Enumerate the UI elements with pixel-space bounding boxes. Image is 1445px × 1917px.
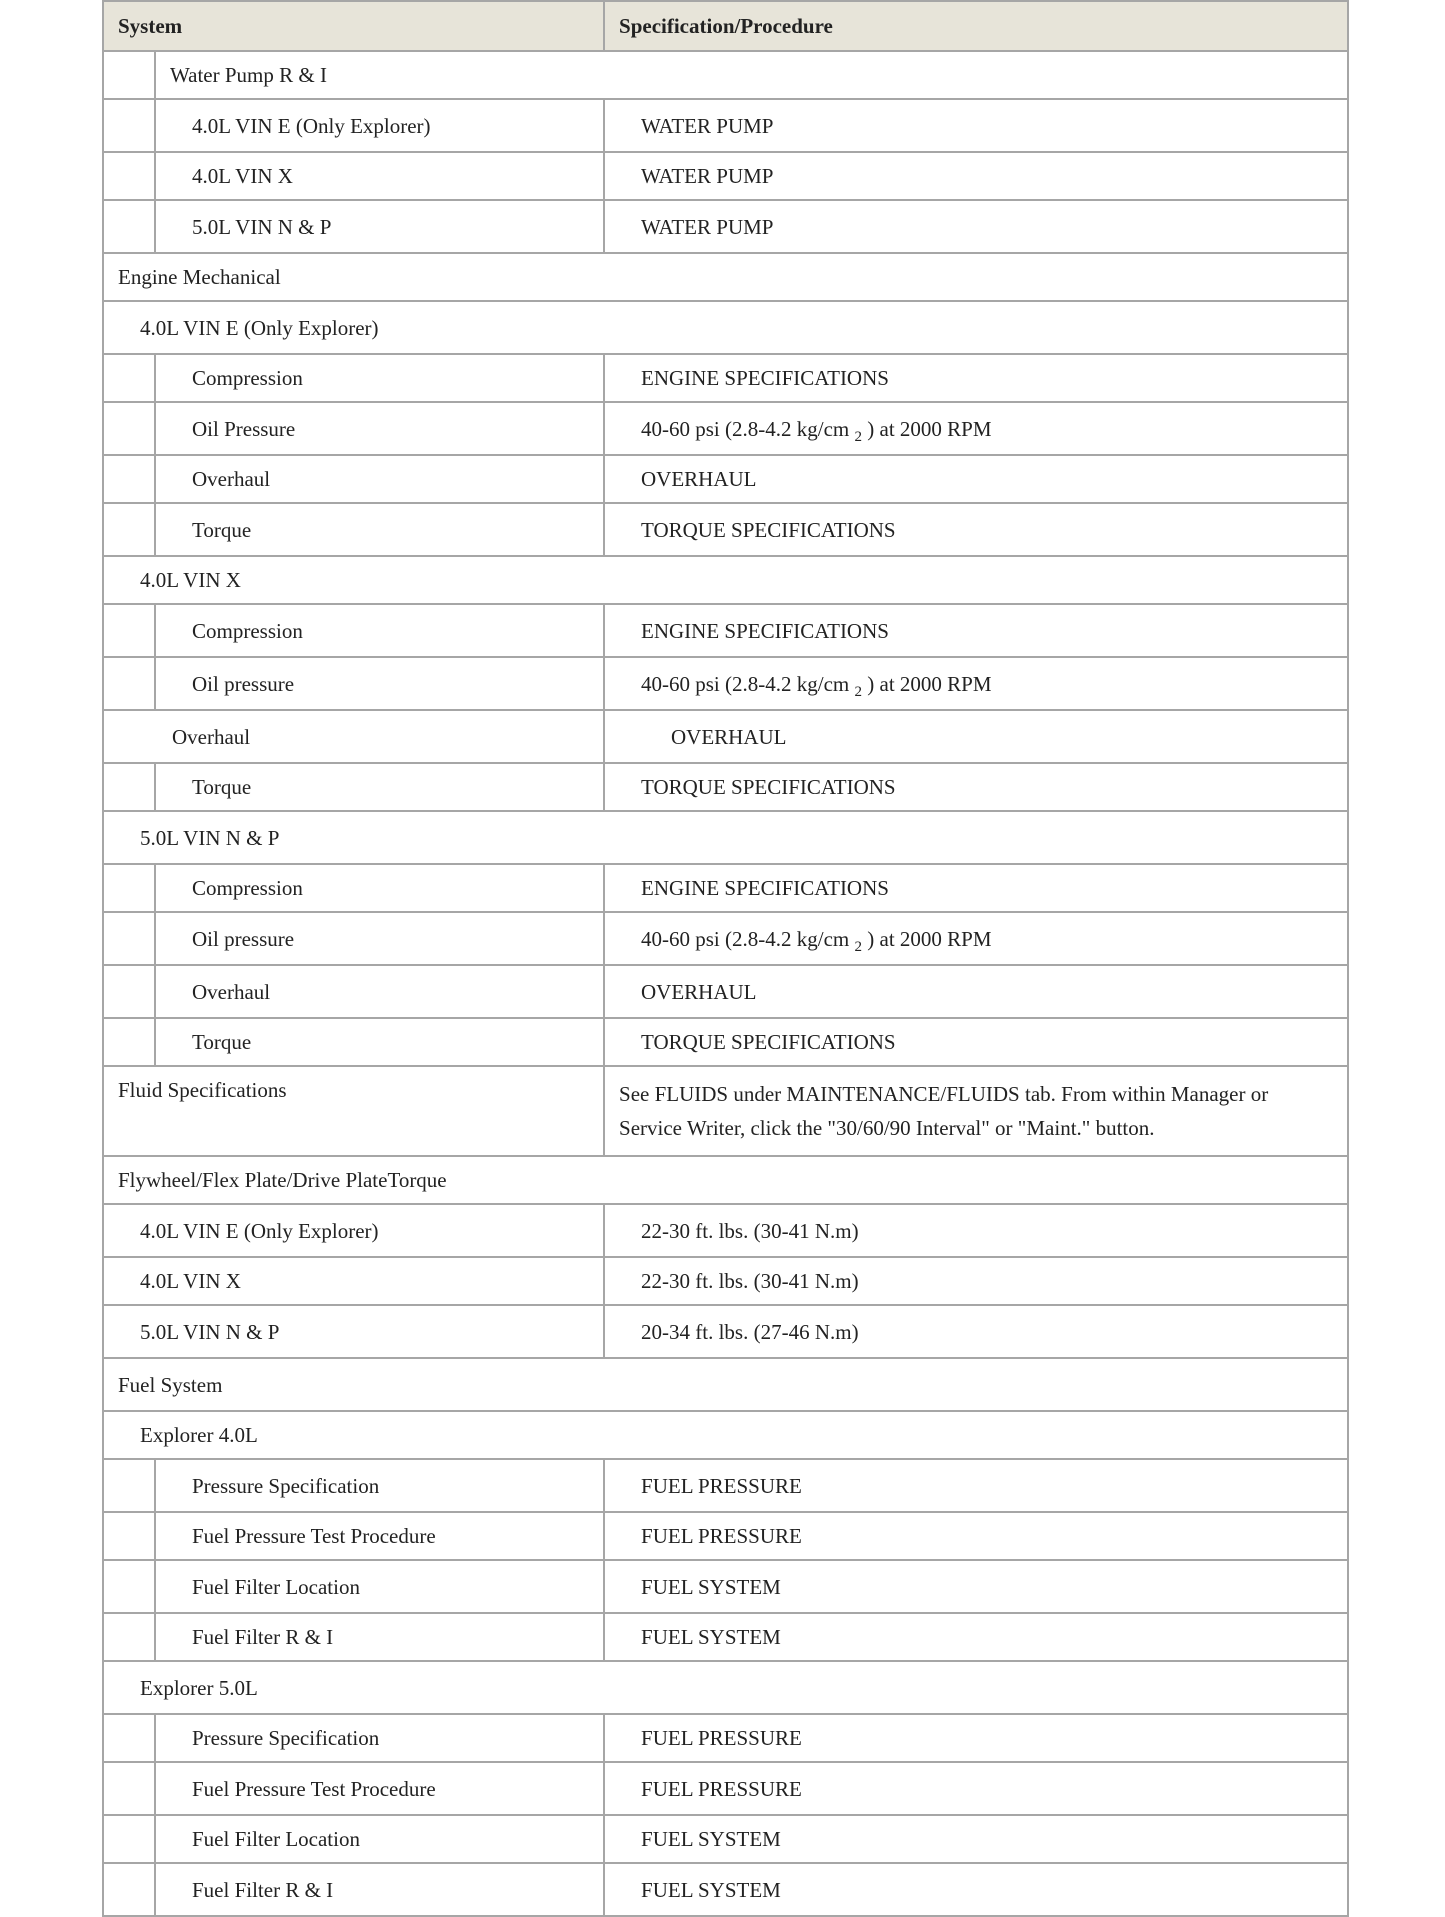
row-name: 5.0L VIN N & P [155,200,604,253]
row-spec-link[interactable]: WATER PUMP [604,99,1348,152]
table-row [103,1863,1348,1916]
section-label-engine-mechanical: Engine Mechanical [103,253,1348,301]
row-spec-link[interactable]: ENGINE SPECIFICATIONS [604,604,1348,657]
row-name: Torque [155,1018,604,1066]
table-row [103,1560,1348,1613]
row-spec-link[interactable]: OVERHAUL [604,710,1348,763]
row-name: Fuel Filter R & I [155,1613,604,1661]
row-spec-link[interactable]: TORQUE SPECIFICATIONS [604,763,1348,811]
table-row [103,912,1348,965]
row-spec-link[interactable]: FUEL PRESSURE [604,1459,1348,1512]
row-name: Fuel Pressure Test Procedure [155,1512,604,1560]
row-spec-link[interactable]: FUEL SYSTEM [604,1863,1348,1916]
row-name: Pressure Specification [155,1459,604,1512]
spec-text: 40-60 psi (2.8-4.2 kg/cm [641,416,850,441]
table-row [103,864,1348,912]
spec-text: ) at 2000 RPM [867,926,992,951]
table-header-row [103,1,1348,51]
row-name: Fuel Filter Location [155,1560,604,1613]
row-spec-link[interactable]: ENGINE SPECIFICATIONS [604,864,1348,912]
table-row [103,710,1348,763]
table-row [103,354,1348,402]
table-row [103,1661,1348,1714]
table-row [103,657,1348,710]
table-row [103,1018,1348,1066]
row-spec-link[interactable]: FUEL SYSTEM [604,1560,1348,1613]
table-row [103,455,1348,503]
row-spec-link[interactable]: FUEL SYSTEM [604,1613,1348,1661]
row-name: Compression [155,354,604,402]
table-row [103,1204,1348,1257]
table-row [103,965,1348,1018]
table-row [103,200,1348,253]
section-label-water-pump: Water Pump R & I [155,51,1348,99]
row-name: Fuel Pressure Test Procedure [155,1762,604,1815]
row-spec: 22-30 ft. lbs. (30-41 N.m) [604,1257,1348,1305]
table-row [103,1815,1348,1863]
table-row [103,301,1348,354]
table-row [103,503,1348,556]
table-row [103,1305,1348,1358]
spec-text: 40-60 psi (2.8-4.2 kg/cm [641,671,850,696]
table-row [103,1358,1348,1411]
spec-text: 40-60 psi (2.8-4.2 kg/cm [641,926,850,951]
row-name: 4.0L VIN X [155,152,604,200]
section-label-fluid: Fluid Specifications [103,1066,604,1156]
row-name: Pressure Specification [155,1714,604,1762]
row-name: Torque [155,503,604,556]
table-row [103,99,1348,152]
table-row [103,1512,1348,1560]
table-row [103,1762,1348,1815]
row-spec-link[interactable]: WATER PUMP [604,152,1348,200]
section-label-fuel: Fuel System [103,1358,1348,1411]
table-row [103,604,1348,657]
row-name: 4.0L VIN E (Only Explorer) [103,1204,604,1257]
specifications-table [102,0,1349,1917]
table-row [103,763,1348,811]
row-name: Overhaul [155,965,604,1018]
row-spec-link[interactable]: OVERHAUL [604,455,1348,503]
row-spec [604,402,1348,455]
row-spec-link[interactable]: ENGINE SPECIFICATIONS [604,354,1348,402]
row-name: Overhaul [103,710,604,763]
system-column-header: System [103,1,604,51]
spec-text: ) at 2000 RPM [867,416,992,441]
row-spec-link[interactable]: FUEL PRESSURE [604,1512,1348,1560]
row-name: Torque [155,763,604,811]
subscript: 2 [854,683,862,700]
subsection-label: 5.0L VIN N & P [103,811,1348,864]
row-spec-link[interactable]: WATER PUMP [604,200,1348,253]
row-name: Oil pressure [155,912,604,965]
subscript: 2 [854,428,862,445]
row-name: Overhaul [155,455,604,503]
section-label-flywheel: Flywheel/Flex Plate/Drive PlateTorque [103,1156,1348,1204]
row-spec-link[interactable]: TORQUE SPECIFICATIONS [604,1018,1348,1066]
row-spec [604,657,1348,710]
table-row [103,1066,1348,1156]
spec-text: ) at 2000 RPM [867,671,992,696]
row-spec: 22-30 ft. lbs. (30-41 N.m) [604,1204,1348,1257]
table-row [103,1459,1348,1512]
table-row [103,402,1348,455]
row-spec-link[interactable]: FUEL PRESSURE [604,1762,1348,1815]
row-name: Oil pressure [155,657,604,710]
row-spec-link[interactable]: FUEL SYSTEM [604,1815,1348,1863]
row-name: Compression [155,864,604,912]
subscript: 2 [854,938,862,955]
row-name: 4.0L VIN E (Only Explorer) [155,99,604,152]
row-spec: 20-34 ft. lbs. (27-46 N.m) [604,1305,1348,1358]
subsection-label: 4.0L VIN X [103,556,1348,604]
table-row [103,1257,1348,1305]
table-row [103,51,1348,99]
row-spec [604,912,1348,965]
row-spec-link[interactable]: FUEL PRESSURE [604,1714,1348,1762]
table-row [103,1613,1348,1661]
table-row [103,556,1348,604]
fluid-spec-text: See FLUIDS under MAINTENANCE/FLUIDS tab. From within Manager or Service Writer, click the "30/60/90 Interval" or "Maint." button. [604,1066,1348,1156]
row-name: Compression [155,604,604,657]
row-spec-link[interactable]: TORQUE SPECIFICATIONS [604,503,1348,556]
table-row [103,811,1348,864]
row-name: Fuel Filter Location [155,1815,604,1863]
subsection-label: 4.0L VIN E (Only Explorer) [103,301,1348,354]
subsection-label: Explorer 5.0L [103,1661,1348,1714]
subsection-label: Explorer 4.0L [103,1411,1348,1459]
spec-column-header: Specification/Procedure [604,1,1348,51]
table-row [103,253,1348,301]
row-name: Fuel Filter R & I [155,1863,604,1916]
table-row [103,1714,1348,1762]
row-name: 4.0L VIN X [103,1257,604,1305]
table-row [103,1156,1348,1204]
row-name: Oil Pressure [155,402,604,455]
table-row [103,152,1348,200]
row-name: 5.0L VIN N & P [103,1305,604,1358]
row-spec-link[interactable]: OVERHAUL [604,965,1348,1018]
table-row [103,1411,1348,1459]
